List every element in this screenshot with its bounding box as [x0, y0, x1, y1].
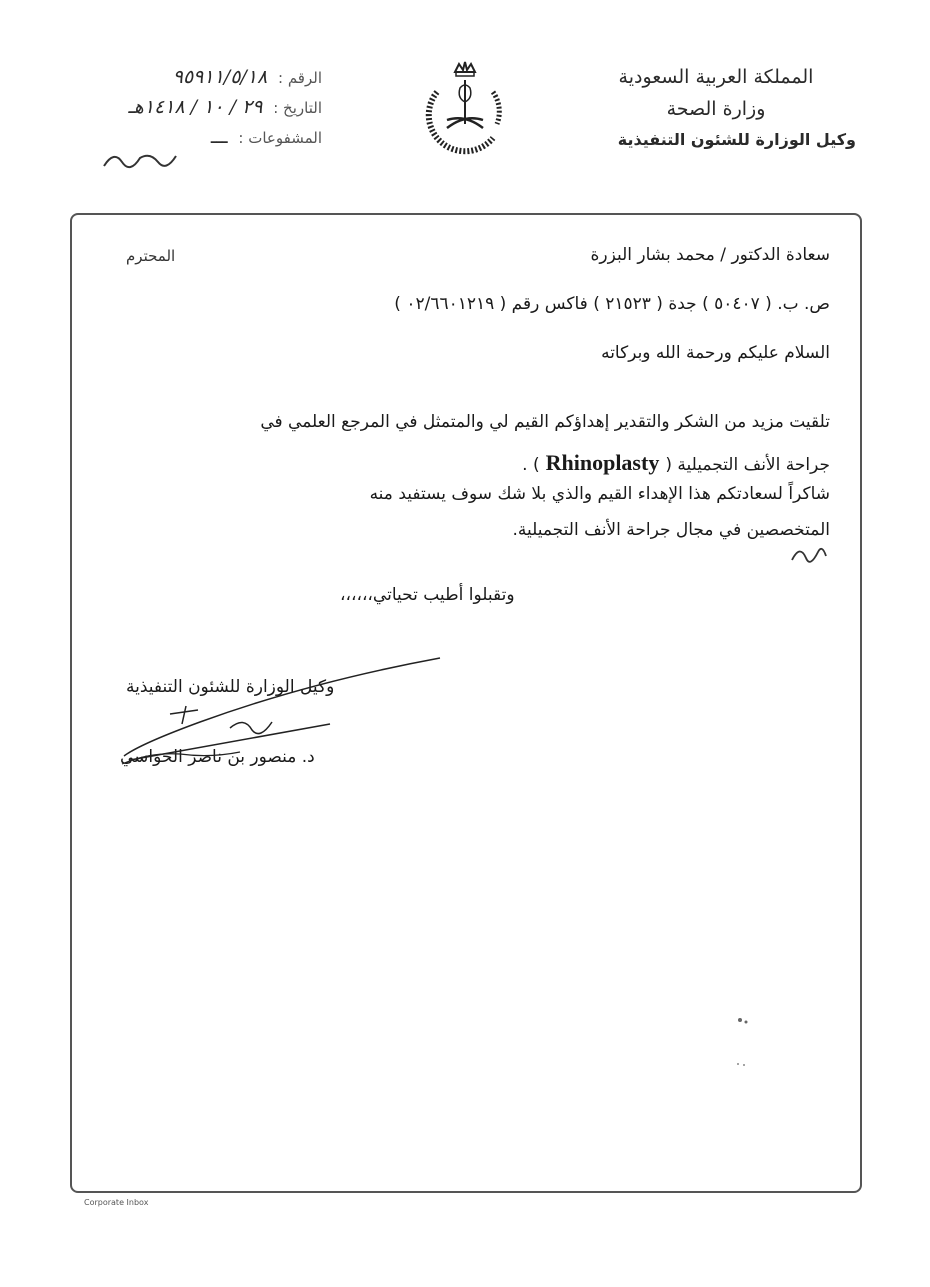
paragraph-1-line-2 [120, 450, 830, 476]
signatory-title: وكيل الوزارة للشئون التنفيذية [126, 677, 335, 697]
rhinoplasty-term: Rhinoplasty [545, 450, 660, 475]
paragraph-1-line-1: تلقيت مزيد من الشكر والتقدير إهداؤكم القيم لي والمتمثل في المرجع العلمي في [260, 412, 830, 432]
paragraph-1-suffix: ) . [522, 455, 540, 475]
attachments-row [72, 122, 322, 152]
date-row [72, 92, 322, 122]
honorific: المحترم [126, 247, 176, 265]
number-value: ٩٥٩١١/٥/١٨ [172, 66, 268, 88]
reference-number-row [72, 62, 322, 92]
footer-note: Corporate Inbox [84, 1198, 149, 1207]
paragraph-1-prefix: جراحة الأنف التجميلية ( [665, 455, 830, 475]
greeting: السلام عليكم ورحمة الله وبركاته [601, 343, 830, 363]
date-label: التاريخ : [273, 99, 322, 117]
attachments-label: المشفوعات : [238, 129, 322, 147]
date-value: ٢٩ / ١٠ / ١٤١٨هـ [128, 96, 263, 118]
kingdom-name: المملكة العربية السعودية [618, 66, 814, 88]
addressee: سعادة الدكتور / محمد بشار البزرة [590, 245, 830, 265]
reference-block [72, 62, 322, 152]
number-label: الرقم : [278, 69, 322, 87]
office-name: وكيل الوزارة للشئون التنفيذية [617, 130, 856, 149]
ministry-name: وزارة الصحة [666, 98, 766, 120]
saudi-emblem-icon [415, 58, 515, 158]
paragraph-2-line-2: المتخصصين في مجال جراحة الأنف التجميلية. [512, 520, 830, 540]
address-line: ص. ب. ( ٥٠٤٠٧ ) جدة ( ٢١٥٢٣ ) فاكس رقم ( ٠٢/٦٦٠١٢١٩ ) [394, 294, 830, 314]
signatory-name: د. منصور بن ناصر الحواسي [120, 747, 315, 767]
attachments-value: ـــ [210, 126, 228, 148]
closing-line: وتقبلوا أطيب تحياتي،،،،،، [340, 585, 515, 605]
paragraph-2-line-1: شاكراً لسعادتكم هذا الإهداء القيم والذي بلا شك سوف يستفيد منه [369, 484, 830, 504]
letterhead [556, 66, 856, 149]
